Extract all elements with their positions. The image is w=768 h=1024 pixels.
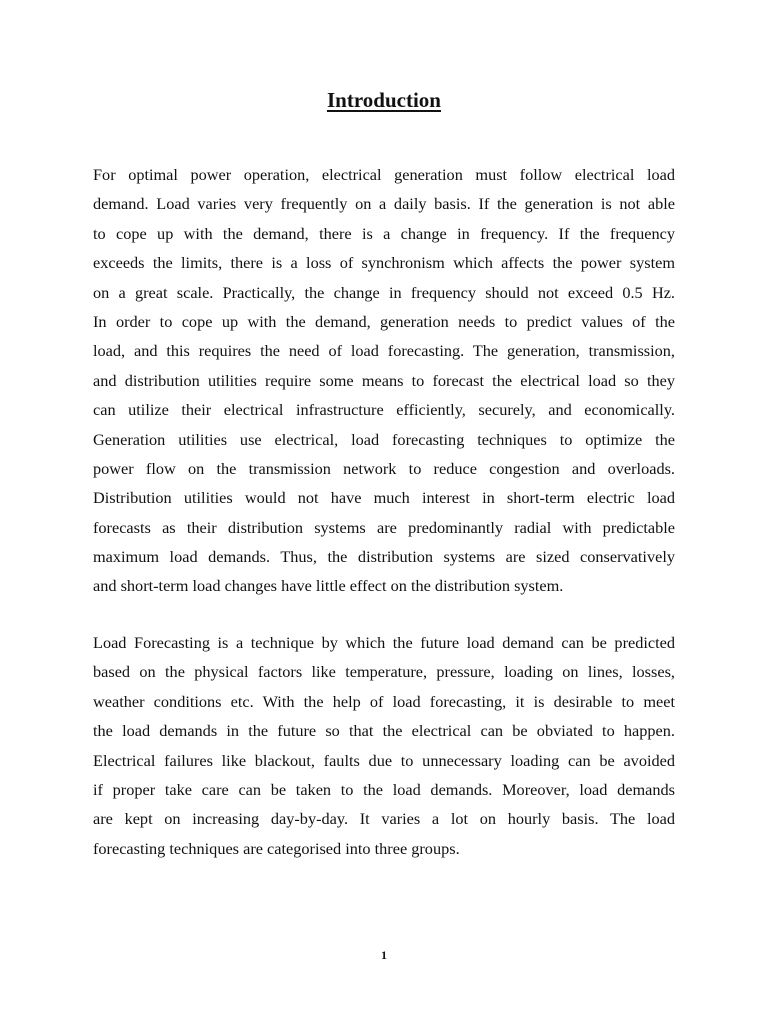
page-number: 1: [381, 948, 387, 962]
paragraph-2-line: if proper take care can be taken to the load demands. Moreover, load demands: [93, 779, 675, 799]
paragraph-1-line: Generation utilities use electrical, load forecasting techniques to optimize the: [93, 429, 675, 449]
paragraph-2-line: are kept on increasing day-by-day. It varies a lot on hourly basis. The load: [93, 809, 675, 829]
paragraph-1-line: In order to cope up with the demand, generation needs to predict values of the: [93, 311, 675, 331]
paragraph-2-line: the load demands in the future so that the electrical can be obviated to happen.: [93, 721, 675, 741]
paragraph-1-line: and short-term load changes have little effect on the distribution system.: [93, 576, 564, 596]
paragraph-2-line: Electrical failures like blackout, faults due to unnecessary loading can be avoided: [93, 750, 675, 770]
paragraph-1-line: and distribution utilities require some means to forecast the electrical load so they: [93, 370, 675, 390]
paragraph-1-line: forecasts as their distribution systems are predominantly radial with predictable: [93, 517, 675, 537]
paragraph-2-line: forecasting techniques are categorised into three groups.: [93, 838, 460, 858]
paragraph-1-line: exceeds the limits, there is a loss of synchronism which affects the power system: [93, 253, 675, 273]
paragraph-1-line: demand. Load varies very frequently on a daily basis. If the generation is not able: [93, 194, 675, 214]
page-title: Introduction: [327, 88, 441, 112]
paragraph-1-line: on a great scale. Practically, the change in frequency should not exceed 0.5 Hz.: [93, 282, 675, 302]
paragraph-1-line: power flow on the transmission network to reduce congestion and overloads.: [93, 458, 675, 478]
paragraph-2-line: Load Forecasting is a technique by which the future load demand can be predicted: [93, 633, 675, 652]
paragraph-2-line: weather conditions etc. With the help of load forecasting, it is desirable to meet: [93, 691, 675, 711]
paragraph-2-line: based on the physical factors like temperature, pressure, loading on lines, losses,: [93, 662, 675, 682]
paragraph-1-line: can utilize their electrical infrastructure efficiently, securely, and economically.: [93, 400, 675, 420]
paragraph-1-line: to cope up with the demand, there is a change in frequency. If the frequency: [93, 223, 675, 243]
paragraph-1-line: Distribution utilities would not have much interest in short-term electric load: [93, 488, 675, 508]
paragraph-2: [93, 628, 675, 863]
paragraph-1-line: For optimal power operation, electrical generation must follow electrical load: [93, 165, 675, 184]
paragraph-1: [93, 160, 675, 601]
paragraph-1-line: load, and this requires the need of load forecasting. The generation, transmission,: [93, 341, 675, 361]
paragraph-1-line: maximum load demands. Thus, the distribution systems are sized conservatively: [93, 547, 675, 567]
